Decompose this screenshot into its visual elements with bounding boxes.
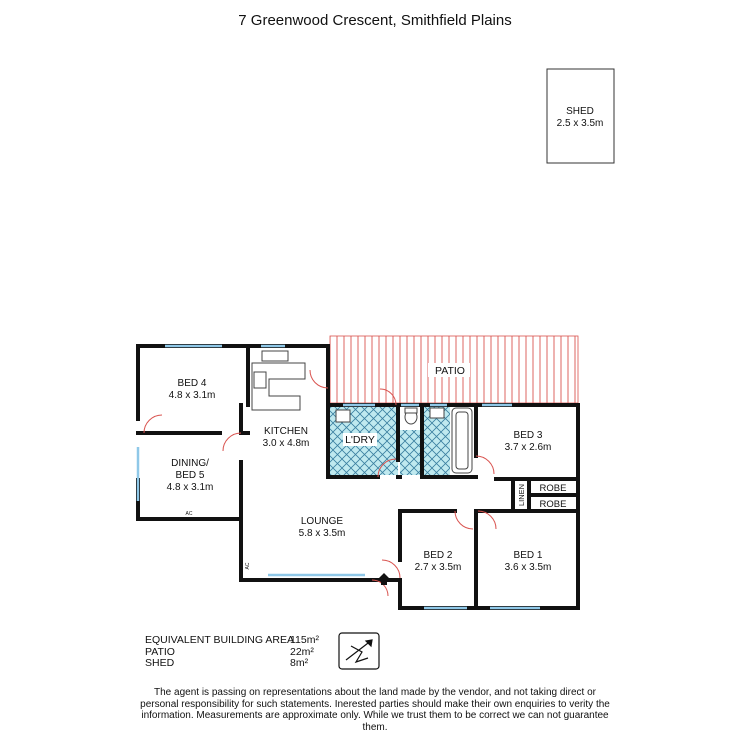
bed4-label: BED 4: [177, 378, 207, 389]
ac-label-lounge: AC: [245, 562, 251, 570]
bed2-label: BED 2: [423, 550, 453, 561]
dining-label-2: BED 5: [175, 470, 205, 481]
bed4-size: 4.8 x 3.1m: [168, 390, 216, 401]
laundry-label: L'DRY: [345, 434, 375, 446]
basin: [430, 408, 444, 418]
patio: [330, 336, 578, 403]
kitchen-label: KITCHEN: [264, 426, 308, 437]
disclaimer-text: The agent is passing on representations about the land made by the vendor, and not taking direct or personal responsibility for such statements. Inerested parties should make their own enquiries to verity the information. Measurements are approximate only. While we trust them to be correct we can not guarantee them.: [140, 687, 610, 733]
kitchen-size: 3.0 x 4.8m: [262, 438, 310, 449]
bed1-size: 3.6 x 3.5m: [504, 562, 552, 573]
dining-size: 4.8 x 3.1m: [166, 482, 214, 493]
bed3-label: BED 3: [513, 430, 543, 441]
shed-label: SHED: [566, 106, 594, 117]
robe1-label: ROBE: [539, 483, 567, 494]
lounge-label: LOUNGE: [300, 516, 344, 527]
kitchen-sink: [262, 351, 288, 361]
robe2-label: ROBE: [539, 499, 567, 510]
page-title: 7 Greenwood Crescent, Smithfield Plains: [238, 12, 512, 29]
area-label: EQUIVALENT BUILDING AREA: [145, 634, 294, 646]
lounge-size: 5.8 x 3.5m: [298, 528, 346, 539]
laundry-trough: [336, 410, 350, 422]
patio-label: PATIO: [435, 365, 465, 377]
linen-label: LINEN: [517, 483, 526, 507]
area-label: PATIO: [145, 645, 175, 658]
stove: [254, 372, 266, 388]
entry-arrow-icon: [378, 573, 390, 585]
area-value: 22m²: [290, 645, 314, 658]
ac-label-dining: AC: [185, 511, 193, 517]
area-value: 115m²: [290, 634, 319, 646]
bed3-size: 3.7 x 2.6m: [504, 442, 552, 453]
bed1-label: BED 1: [513, 550, 543, 561]
bed2-size: 2.7 x 3.5m: [414, 562, 462, 573]
kitchen-benches: [252, 351, 305, 410]
area-value: 8m²: [290, 657, 309, 669]
dining-label-1: DINING/: [171, 458, 209, 469]
shed-size: 2.5 x 3.5m: [556, 118, 604, 129]
area-label: SHED: [145, 657, 175, 669]
north-arrow-icon: [339, 633, 379, 669]
toilet-floor: [400, 430, 422, 475]
shed: [547, 69, 614, 163]
